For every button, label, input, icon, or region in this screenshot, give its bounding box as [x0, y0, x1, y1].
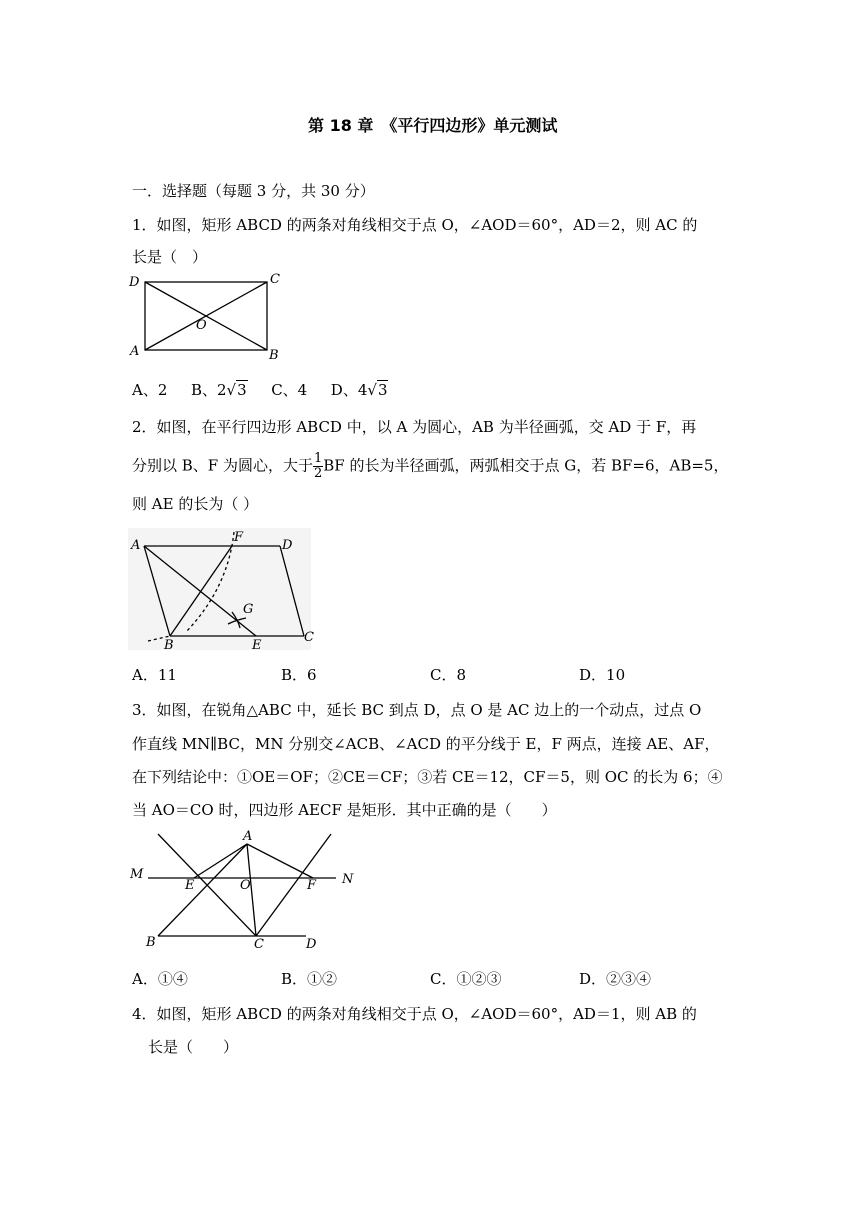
- q2-option-d: D．10: [579, 666, 626, 684]
- q3-label-c: C: [254, 937, 264, 952]
- q1-label-d: D: [129, 275, 140, 290]
- q1-option-c: C、4: [271, 381, 308, 399]
- q2-line2: 分别以 B、F 为圆心，大于 $\frac{1}{2}$ BF 的长为半径画弧，两弧相交于点 G，若 BF=6，AB=5，: [132, 451, 729, 481]
- q1-line1: 1．如图，矩形 ABCD 的两条对角线相交于点 O，∠AOD＝60°，AD＝2，则 AC 的: [132, 216, 698, 234]
- q3-label-d: D: [306, 937, 317, 952]
- q2-label-g: G: [243, 602, 254, 617]
- q2-line3: 则 AE 的长为（ ）: [132, 495, 259, 513]
- q2-label-b: B: [164, 638, 174, 653]
- q3-line2: 作直线 MN∥BC，MN 分别交∠ACB、∠ACD 的平分线于 E，F 两点，连接 AE、AF，: [132, 735, 720, 753]
- q2-option-a: A．11: [132, 666, 177, 684]
- q1-label-o: O: [196, 318, 207, 333]
- q1-label-a: A: [130, 344, 140, 359]
- q3-line1: 3．如图，在锐角△ABC 中，延长 BC 到点 D，点 O 是 AC 边上的一个动点，过点 O: [132, 701, 702, 719]
- q1-label-b: B: [269, 348, 279, 363]
- q3-line3: 在下列结论中：①OE＝OF；②CE＝CF；③若 CE＝12，CF＝5，则 OC 的长为 6；④: [132, 768, 723, 786]
- q1-label-c: C: [270, 272, 280, 287]
- q3-label-a: A: [243, 829, 253, 844]
- q3-option-c: C．①②③: [430, 970, 502, 988]
- q3-label-m: M: [130, 867, 144, 882]
- q2-label-f: F: [234, 530, 244, 545]
- q1-option-b: B、2√3: [190, 381, 247, 399]
- q2-label-c: C: [304, 630, 314, 645]
- q4-line2: 长是（ ）: [148, 1038, 239, 1056]
- q1-options: [132, 379, 388, 400]
- q1-option-a: A、2: [132, 381, 168, 399]
- section-header: 一．选择题（每题 3 分，共 30 分）: [132, 182, 375, 200]
- q2-fraction: $\frac{1}{2}$: [313, 451, 323, 481]
- q3-option-a: A．①④: [132, 970, 188, 988]
- q3-option-b: B．①②: [281, 970, 338, 988]
- q3-label-b: B: [146, 935, 156, 950]
- page-title: 第 18 章 《平行四边形》单元测试: [308, 116, 558, 135]
- q2-option-b: B．6: [281, 666, 317, 684]
- q3-label-n: N: [342, 872, 354, 887]
- q1-line2: 长是（ ）: [132, 248, 208, 266]
- q2-label-e: E: [252, 638, 262, 653]
- q1-option-d: D、4√3: [330, 381, 388, 399]
- q3-line4: 当 AO＝CO 时，四边形 AECF 是矩形．其中正确的是（ ）: [132, 801, 557, 819]
- q2-label-a: A: [131, 538, 141, 553]
- q4-line1: 4．如图，矩形 ABCD 的两条对角线相交于点 O，∠AOD＝60°，AD＝1，则 AB 的: [132, 1005, 697, 1023]
- q3-label-o: O: [240, 878, 251, 893]
- q2-option-c: C．8: [430, 666, 467, 684]
- q2-label-d: D: [282, 538, 293, 553]
- q2-line1: 2．如图，在平行四边形 ABCD 中，以 A 为圆心，AB 为半径画弧，交 AD 于 F，再: [132, 418, 697, 436]
- q1-rectangle-diagram: [128, 270, 288, 365]
- q3-label-f: F: [307, 878, 317, 893]
- q3-label-e: E: [185, 878, 195, 893]
- q3-option-d: D．②③④: [579, 970, 652, 988]
